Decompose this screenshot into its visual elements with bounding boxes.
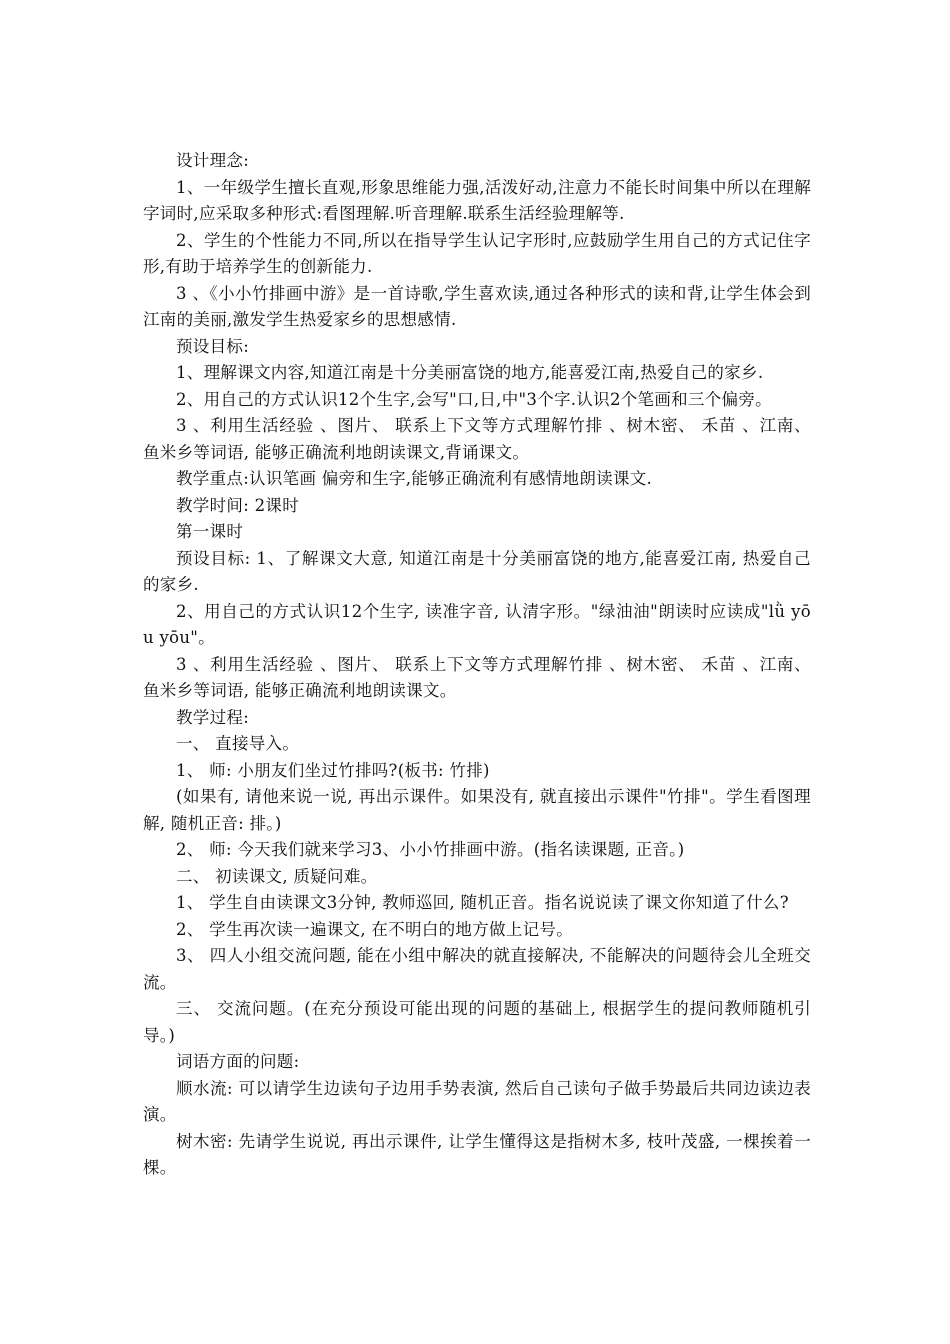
paragraph-step-2: 二、 初读课文, 质疑问难。 xyxy=(176,866,378,886)
paragraph-design-concept-heading: 设计理念: xyxy=(176,151,250,170)
paragraph-lesson-goal-3: 3 、利用生活经验 、图片、 联系上下文等方式理解竹排 、树木密、 禾苗 、江南、 鱼米乡等词语, 能够正确流利地朗读课文。 xyxy=(143,654,811,700)
paragraph-lesson-goal-1: 预设目标: 1、了解课文大意, 知道江南是十分美丽富饶的地方,能喜爱江南, 热爱自己的家乡. xyxy=(143,548,811,594)
paragraph-step-3: 三、 交流问题。(在充分预设可能出现的问题的基础上, 根据学生的提问教师随机引导。) xyxy=(143,999,811,1045)
paragraph-vocab-2: 树木密: 先请学生说说, 再出示课件, 让学生懂得这是指树木多, 枝叶茂盛, 一棵挨着一棵。 xyxy=(143,1131,811,1177)
paragraph-step-1: 一、 直接导入。 xyxy=(176,734,300,753)
paragraph-step-1-note: (如果有, 请他来说一说, 再出示课件。如果没有, 就直接出示课件"竹排"。学生看图理解, 随机正音: 排。) xyxy=(143,787,811,833)
paragraph-process-heading: 教学过程: xyxy=(176,707,250,727)
document-body xyxy=(143,148,811,1182)
paragraph-step-2-3: 3、 四人小组交流问题, 能在小组中解决的就直接解决, 不能解决的问题待会儿全班交流。 xyxy=(143,946,811,992)
paragraph-concept-1: 1、一年级学生擅长直观,形象思维能力强,活泼好动,注意力不能长时间集中所以在理解字词时,应采取多种形式:看图理解.听音理解.联系生活经验理解等. xyxy=(143,177,811,223)
paragraph-vocab-heading: 词语方面的问题: xyxy=(176,1052,300,1071)
paragraph-vocab-1: 顺水流: 可以请学生边读句子边用手势表演, 然后自己读句子做手势最后共同边读边表演。 xyxy=(143,1078,811,1124)
paragraph-teaching-time: 教学时间: 2课时 xyxy=(176,495,300,515)
paragraph-goal-3: 3 、利用生活经验 、图片、 联系上下文等方式理解竹排 、树木密、 禾苗 、江南、 鱼米乡等词语, 能够正确流利地朗读课文,背诵课文。 xyxy=(143,416,811,462)
paragraph-concept-3: 3 、《小小竹排画中游》是一首诗歌,学生喜欢读,通过各种形式的读和背,让学生体会到江南的美丽,激发学生热爱家乡的思想感情. xyxy=(143,283,811,329)
paragraph-step-2-2: 2、 学生再次读一遍课文, 在不明白的地方做上记号。 xyxy=(176,919,574,939)
paragraph-step-2-1: 1、 学生自由读课文3分钟, 教师巡回, 随机正音。指名说说读了课文你知道了什么? xyxy=(176,893,789,912)
paragraph-goal-2: 2、用自己的方式认识12个生字,会写"口,日,中"3个字.认识2个笔画和三个偏旁。 xyxy=(176,389,772,409)
paragraph-goals-heading: 预设目标: xyxy=(176,336,250,356)
paragraph-first-lesson: 第一课时 xyxy=(176,522,244,541)
paragraph-goal-1: 1、理解课文内容,知道江南是十分美丽富饶的地方,能喜爱江南,热爱自己的家乡. xyxy=(176,363,764,382)
paragraph-step-1-2: 2、 师: 今天我们就来学习3、小小竹排画中游。(指名读课题, 正音。) xyxy=(176,840,685,859)
paragraph-key-points: 教学重点:认识笔画 偏旁和生字,能够正确流利有感情地朗读课文. xyxy=(176,469,653,488)
paragraph-concept-2: 2、学生的个性能力不同,所以在指导学生认记字形时,应鼓励学生用自己的方式记住字形,有助于培养学生的创新能力. xyxy=(143,230,811,276)
paragraph-step-1-1: 1、 师: 小朋友们坐过竹排吗?(板书: 竹排) xyxy=(176,760,490,780)
paragraph-lesson-goal-2: 2、用自己的方式认识12个生字, 读准字音, 认清字形。"绿油油"朗读时应读成"lǜ yōu yōu"。 xyxy=(143,601,811,647)
